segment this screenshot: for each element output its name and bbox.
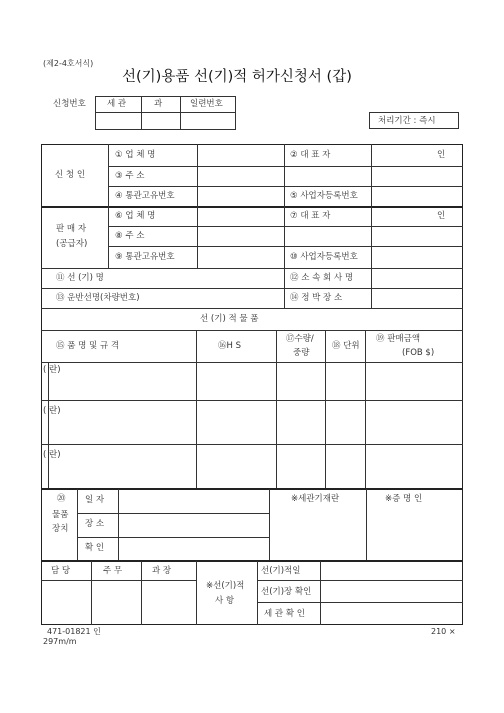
vessel-name-label: ⑪ 선 (기) 명 [56, 273, 104, 283]
weight-header: 중량 [293, 348, 310, 358]
application-number-label: 신청번호 [53, 99, 86, 109]
applicant-section-label: 신 청 인 [55, 170, 86, 180]
page-title: 선(기)용품 선(기)적 허가신청서 (갑) [122, 69, 352, 85]
captain-check-label: 선(기)장 확인 [261, 587, 312, 597]
applicant-business-reg-label: ⑤ 사업자등록번호 [290, 191, 358, 201]
paper-width: 210 × [431, 627, 456, 636]
items-section-title: 선 (기) 적 물 품 [200, 314, 259, 324]
seller-representative-label: ⑦ 대 표 자 [290, 211, 331, 221]
seller-section-label: 판 매 자 [56, 224, 87, 234]
owner-company-label: ⑫ 소 속 회 사 명 [290, 273, 354, 283]
storage-section-label: 물품 [52, 510, 69, 520]
customs-check-label: 세 관 확 인 [264, 609, 305, 619]
item-name-header: ⑮ 품 명 및 규 격 [56, 341, 120, 351]
serial-number-header: 일련번호 [190, 99, 223, 109]
seller-section-sublabel: (공급자) [56, 239, 88, 249]
processing-period: 처리기간 : 즉시 [378, 116, 436, 126]
seller-seal-mark: 인 [437, 211, 446, 221]
certifier-label: ※증 명 인 [385, 494, 423, 504]
customs-notes-label: ※세관기재란 [291, 494, 340, 504]
seller-business-reg-label: ⑩ 사업자등록번호 [290, 252, 358, 262]
customs-header: 세 관 [107, 99, 127, 109]
applicant-customs-code-label: ④ 통관고유번호 [115, 191, 175, 201]
form-frame [41, 144, 463, 625]
unit-header: ⑱ 단위 [332, 341, 360, 351]
storage-section-number: ⑳ [57, 494, 66, 504]
amount-header: ⑲ 판매금액 [376, 334, 421, 344]
applicant-address-label: ③ 주 소 [115, 171, 145, 181]
storage-section-sublabel: 장치 [52, 524, 69, 534]
storage-date-label: 일 자 [85, 495, 105, 505]
item-row-label: ( 란) [43, 450, 61, 460]
applicant-seal-mark: 인 [437, 150, 446, 160]
loading-date-label: 선(기)적일 [261, 566, 301, 576]
storage-place-label: 장 소 [85, 519, 105, 529]
form-code: (제2-4호서식) [43, 59, 94, 68]
hs-code-header: ⑯H S [218, 341, 241, 351]
loading-items-label: ※선(기)적 [206, 581, 245, 591]
division-header: 과 [154, 99, 163, 109]
item-row-label: ( 란) [43, 406, 61, 416]
seller-address-label: ⑧ 주 소 [115, 231, 145, 241]
applicant-representative-label: ② 대 표 자 [290, 150, 331, 160]
quantity-header: ⑰수량/ [286, 334, 314, 344]
berth-place-label: ⑭ 정 박 장 소 [290, 293, 343, 303]
applicant-company-label: ① 업 체 명 [115, 150, 156, 160]
paper-height: 297m/m [43, 637, 77, 646]
fob-header: (FOB $) [402, 348, 435, 358]
chief-label: 주 무 [103, 566, 123, 576]
form-number: 471-01821 인 [47, 627, 101, 636]
loading-items-sublabel: 사 항 [215, 596, 235, 606]
seller-company-label: ⑥ 업 체 명 [115, 211, 156, 221]
staff-label: 담 당 [51, 566, 71, 576]
seller-customs-code-label: ⑨ 통관고유번호 [115, 252, 175, 262]
section-chief-label: 과 장 [152, 566, 172, 576]
storage-confirm-label: 확 인 [85, 543, 105, 553]
item-row-label: ( 란) [43, 365, 61, 375]
transport-vessel-label: ⑬ 운반선명(차량번호) [56, 293, 140, 303]
